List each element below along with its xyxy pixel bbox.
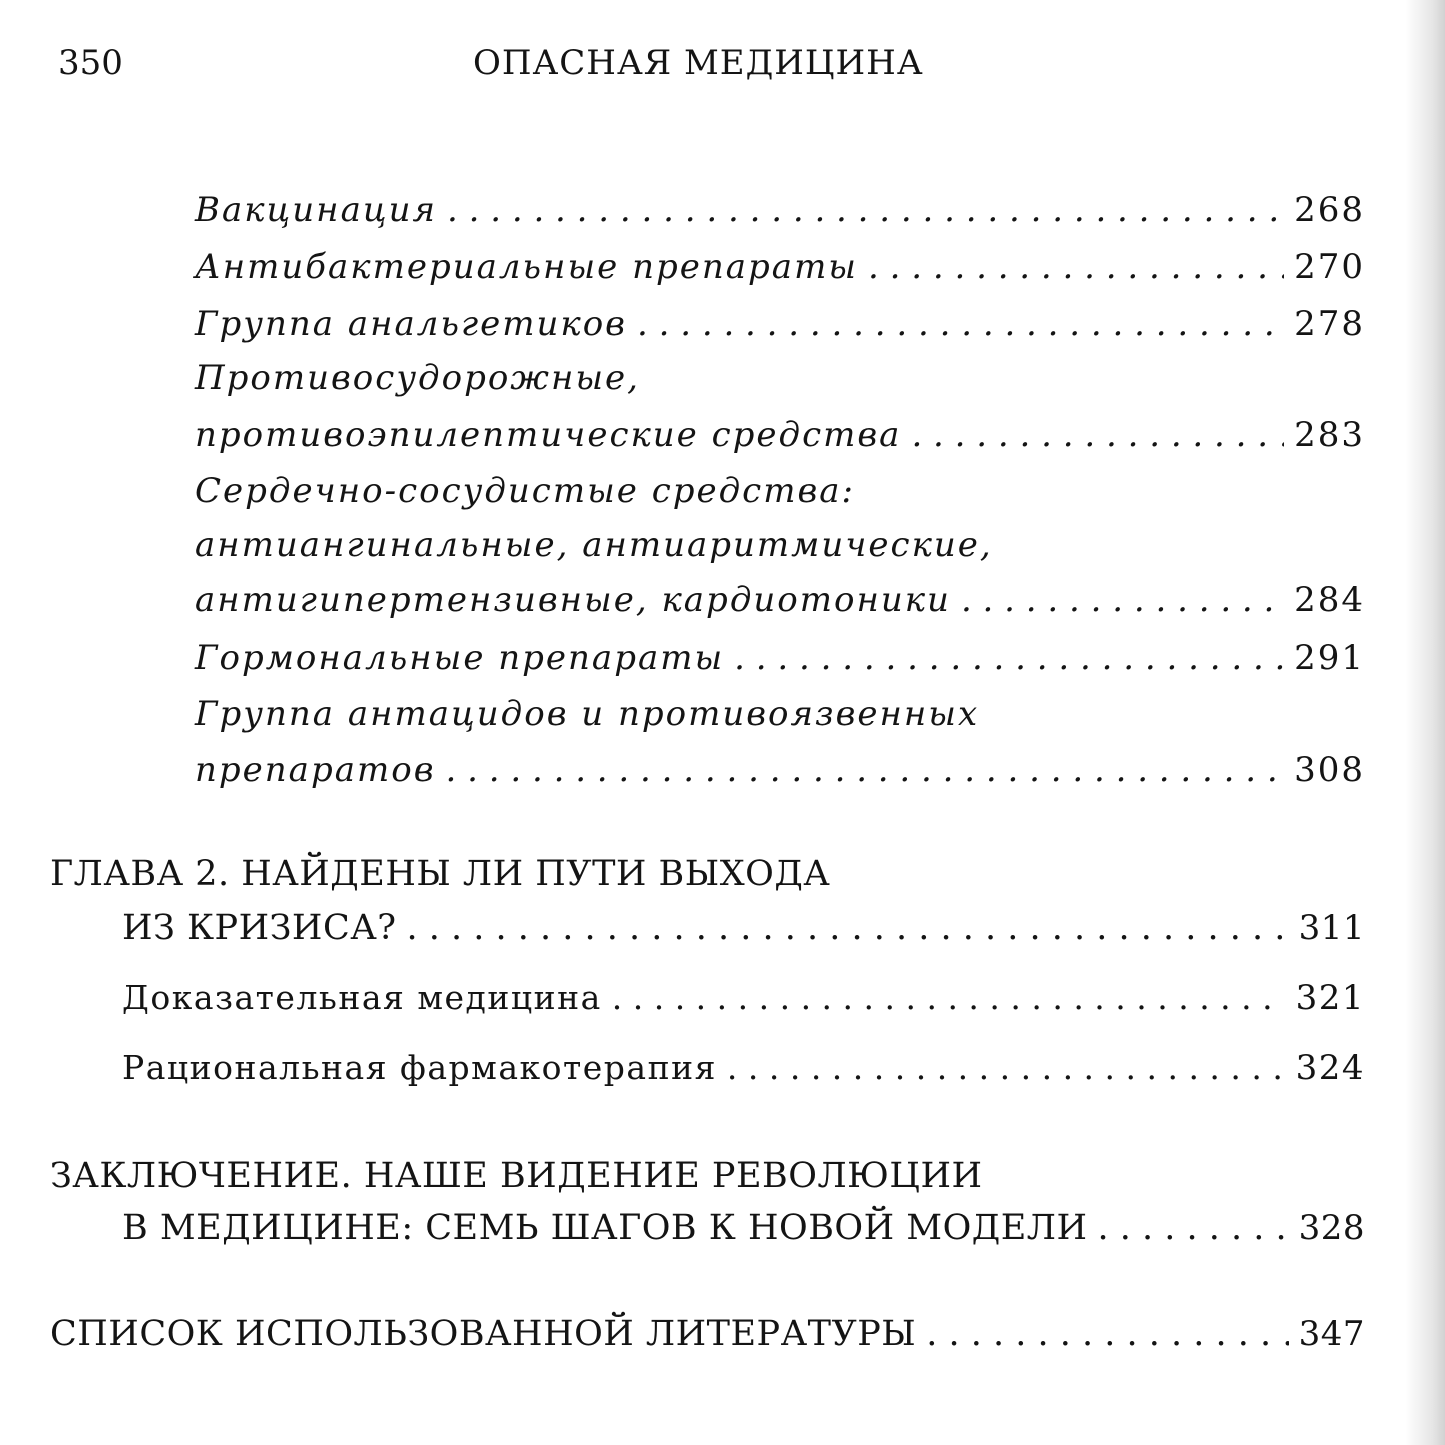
toc-entry-page: 347 bbox=[1298, 1314, 1365, 1354]
toc-entry-title: противоэпилептические средства bbox=[195, 415, 902, 455]
toc-entry-title: препаратов bbox=[195, 750, 436, 790]
toc-entry-antibacterial[interactable] bbox=[195, 241, 1365, 293]
toc-chapter-2[interactable] bbox=[122, 902, 1365, 954]
page-number: 350 bbox=[58, 43, 123, 83]
dot-leader bbox=[911, 409, 1284, 461]
toc-entry-page: 324 bbox=[1295, 1048, 1365, 1088]
toc-entry-page: 270 bbox=[1294, 247, 1365, 287]
toc-entry-title: Антибактериальные препараты bbox=[195, 247, 858, 287]
toc-entry-title: антигипертензивные, кардиотоники bbox=[195, 580, 951, 620]
toc-entry-page: 283 bbox=[1294, 415, 1365, 455]
dot-leader bbox=[926, 1308, 1288, 1360]
toc-entry-page: 278 bbox=[1294, 304, 1365, 344]
toc-entry-page: 268 bbox=[1294, 190, 1365, 230]
dot-leader bbox=[868, 241, 1284, 293]
toc-entry-page: 308 bbox=[1294, 750, 1365, 790]
dot-leader bbox=[447, 184, 1284, 236]
toc-entry-title: Доказательная медицина bbox=[122, 978, 602, 1017]
dot-leader bbox=[637, 298, 1284, 350]
dot-leader bbox=[612, 972, 1286, 1024]
toc-entry-rational-pharmacotherapy[interactable] bbox=[122, 1042, 1365, 1094]
toc-entry-title: Вакцинация bbox=[195, 190, 437, 230]
dot-leader bbox=[727, 1042, 1286, 1094]
toc-entry-antacids[interactable] bbox=[195, 744, 1365, 796]
toc-entry-vaccination[interactable] bbox=[195, 184, 1365, 236]
toc-entry-title: ИЗ КРИЗИСА? bbox=[122, 908, 397, 948]
toc-entry-page: 284 bbox=[1294, 580, 1365, 620]
toc-entry-page: 291 bbox=[1294, 638, 1365, 678]
dot-leader bbox=[407, 902, 1289, 954]
toc-entry-anticonvulsant-line1[interactable]: Противосудорожные, bbox=[195, 358, 640, 398]
dot-leader bbox=[734, 632, 1284, 684]
toc-entry-cardiovascular-line1[interactable]: Сердечно-сосудистые средства: bbox=[195, 471, 855, 511]
toc-entry-page: 328 bbox=[1298, 1208, 1365, 1248]
toc-entry-page: 321 bbox=[1295, 978, 1365, 1018]
toc-entry-title: Группа анальгетиков bbox=[195, 304, 627, 344]
page-edge-shadow bbox=[1405, 0, 1445, 1445]
running-title: ОПАСНАЯ МЕДИЦИНА bbox=[473, 43, 924, 83]
toc-conclusion[interactable] bbox=[122, 1202, 1365, 1254]
dot-leader bbox=[446, 744, 1285, 796]
dot-leader bbox=[1098, 1202, 1289, 1254]
toc-entry-analgesics[interactable] bbox=[195, 298, 1365, 350]
toc-bibliography[interactable] bbox=[50, 1308, 1365, 1360]
toc-entry-anticonvulsant[interactable] bbox=[195, 409, 1365, 461]
toc-entry-cardiovascular[interactable] bbox=[195, 574, 1365, 626]
toc-entry-title: Рациональная фармакотерапия bbox=[122, 1048, 717, 1087]
toc-entry-title: Гормональные препараты bbox=[195, 638, 725, 678]
toc-chapter-2-line1[interactable]: ГЛАВА 2. НАЙДЕНЫ ЛИ ПУТИ ВЫХОДА bbox=[50, 854, 831, 894]
page-header bbox=[58, 40, 1368, 90]
toc-entry-page: 311 bbox=[1298, 908, 1365, 948]
toc-entry-cardiovascular-line2[interactable]: антиангинальные, антиаритмические, bbox=[195, 525, 993, 565]
toc-entry-title: СПИСОК ИСПОЛЬЗОВАННОЙ ЛИТЕРАТУРЫ bbox=[50, 1314, 917, 1354]
toc-entry-title: В МЕДИЦИНЕ: СЕМЬ ШАГОВ К НОВОЙ МОДЕЛИ bbox=[122, 1208, 1088, 1248]
toc-entry-hormonal[interactable] bbox=[195, 632, 1365, 684]
toc-entry-evidence-based[interactable] bbox=[122, 972, 1365, 1024]
dot-leader bbox=[961, 574, 1284, 626]
toc-entry-antacids-line1[interactable]: Группа антацидов и противоязвенных bbox=[195, 694, 980, 734]
toc-conclusion-line1[interactable]: ЗАКЛЮЧЕНИЕ. НАШЕ ВИДЕНИЕ РЕВОЛЮЦИИ bbox=[50, 1156, 983, 1196]
